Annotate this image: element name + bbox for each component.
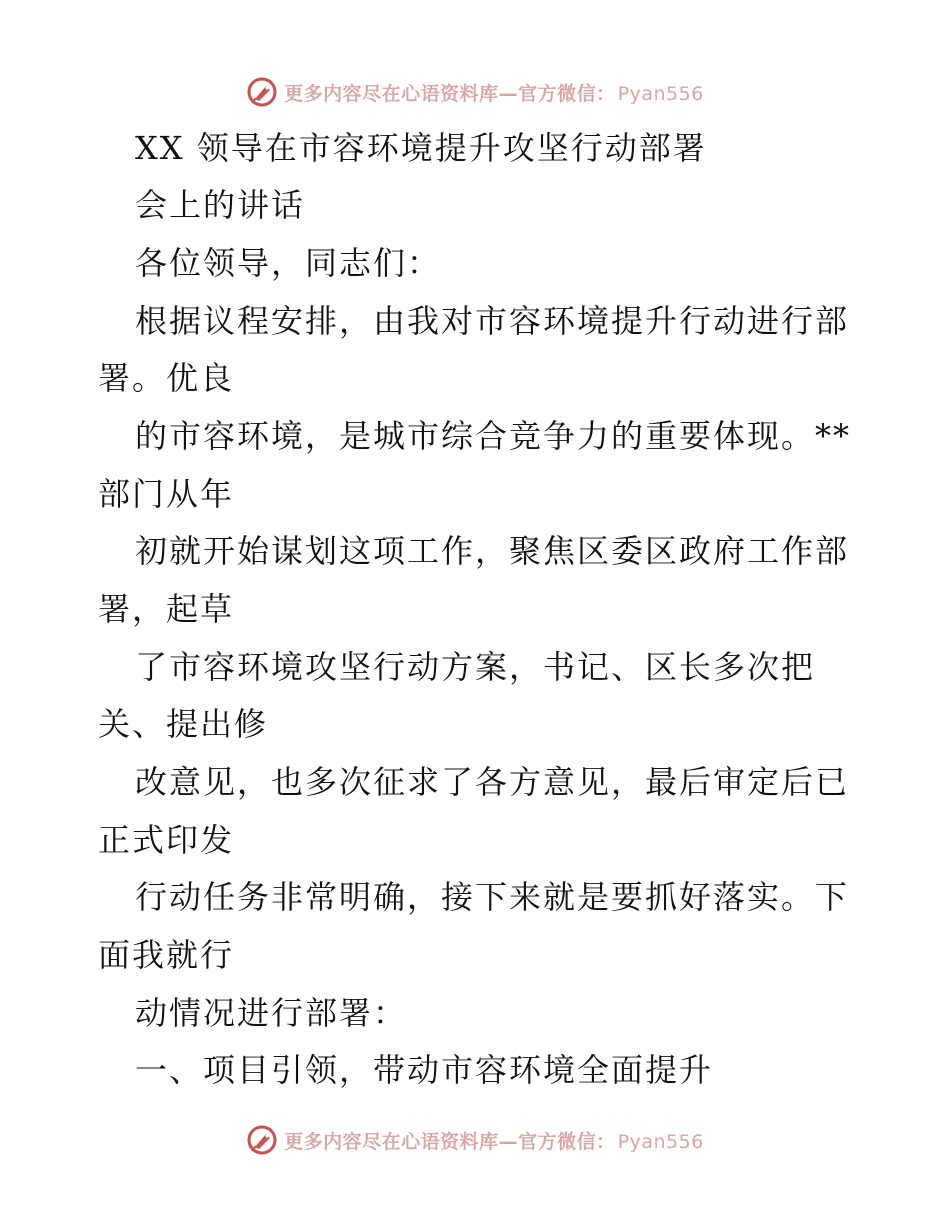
section-heading: 一、项目引领，带动市容环境全面提升 (135, 1051, 714, 1089)
paragraph-line: 根据议程安排，由我对市容环境提升行动进行部 (135, 302, 850, 340)
salutation: 各位领导，同志们： (135, 244, 442, 282)
paragraph-line: 面我就行 (98, 936, 235, 974)
watermark-text: 更多内容尽在心语资料库—官方微信： Pyan556 (284, 82, 704, 105)
paragraph-line: 动情况进行部署： (135, 994, 408, 1032)
header-watermark (0, 72, 950, 112)
watermark-text: 更多内容尽在心语资料库—官方微信： Pyan556 (284, 1130, 704, 1153)
document-title-line-2: 会上的讲话 (135, 186, 306, 224)
watermark-wechat-id: Pyan556 (617, 1130, 704, 1153)
paragraph-line: 改意见，也多次征求了各方意见，最后审定后已 (135, 763, 850, 801)
paragraph-line: 部门从年 (98, 475, 235, 513)
paragraph-line: 署。优良 (98, 359, 235, 397)
paragraph-line: 正式印发 (98, 821, 235, 859)
paragraph-line: 署，起草 (98, 590, 235, 628)
document-title-line-1: XX 领导在市容环境提升攻坚行动部署 (135, 129, 707, 167)
fountain-pen-logo-icon (246, 76, 278, 108)
paragraph-line: 行动任务非常明确，接下来就是要抓好落实。下 (135, 878, 850, 916)
fountain-pen-logo-icon (246, 1124, 278, 1156)
watermark-wechat-id: Pyan556 (617, 82, 704, 105)
paragraph-line: 初就开始谋划这项工作，聚焦区委区政府工作部 (135, 532, 850, 570)
paragraph-line: 关、提出修 (98, 705, 269, 743)
paragraph-line: 了市容环境攻坚行动方案，书记、区长多次把 (135, 648, 816, 686)
paragraph-line: 的市容环境，是城市综合竞争力的重要体现。** (135, 417, 852, 455)
footer-watermark (0, 1120, 950, 1160)
